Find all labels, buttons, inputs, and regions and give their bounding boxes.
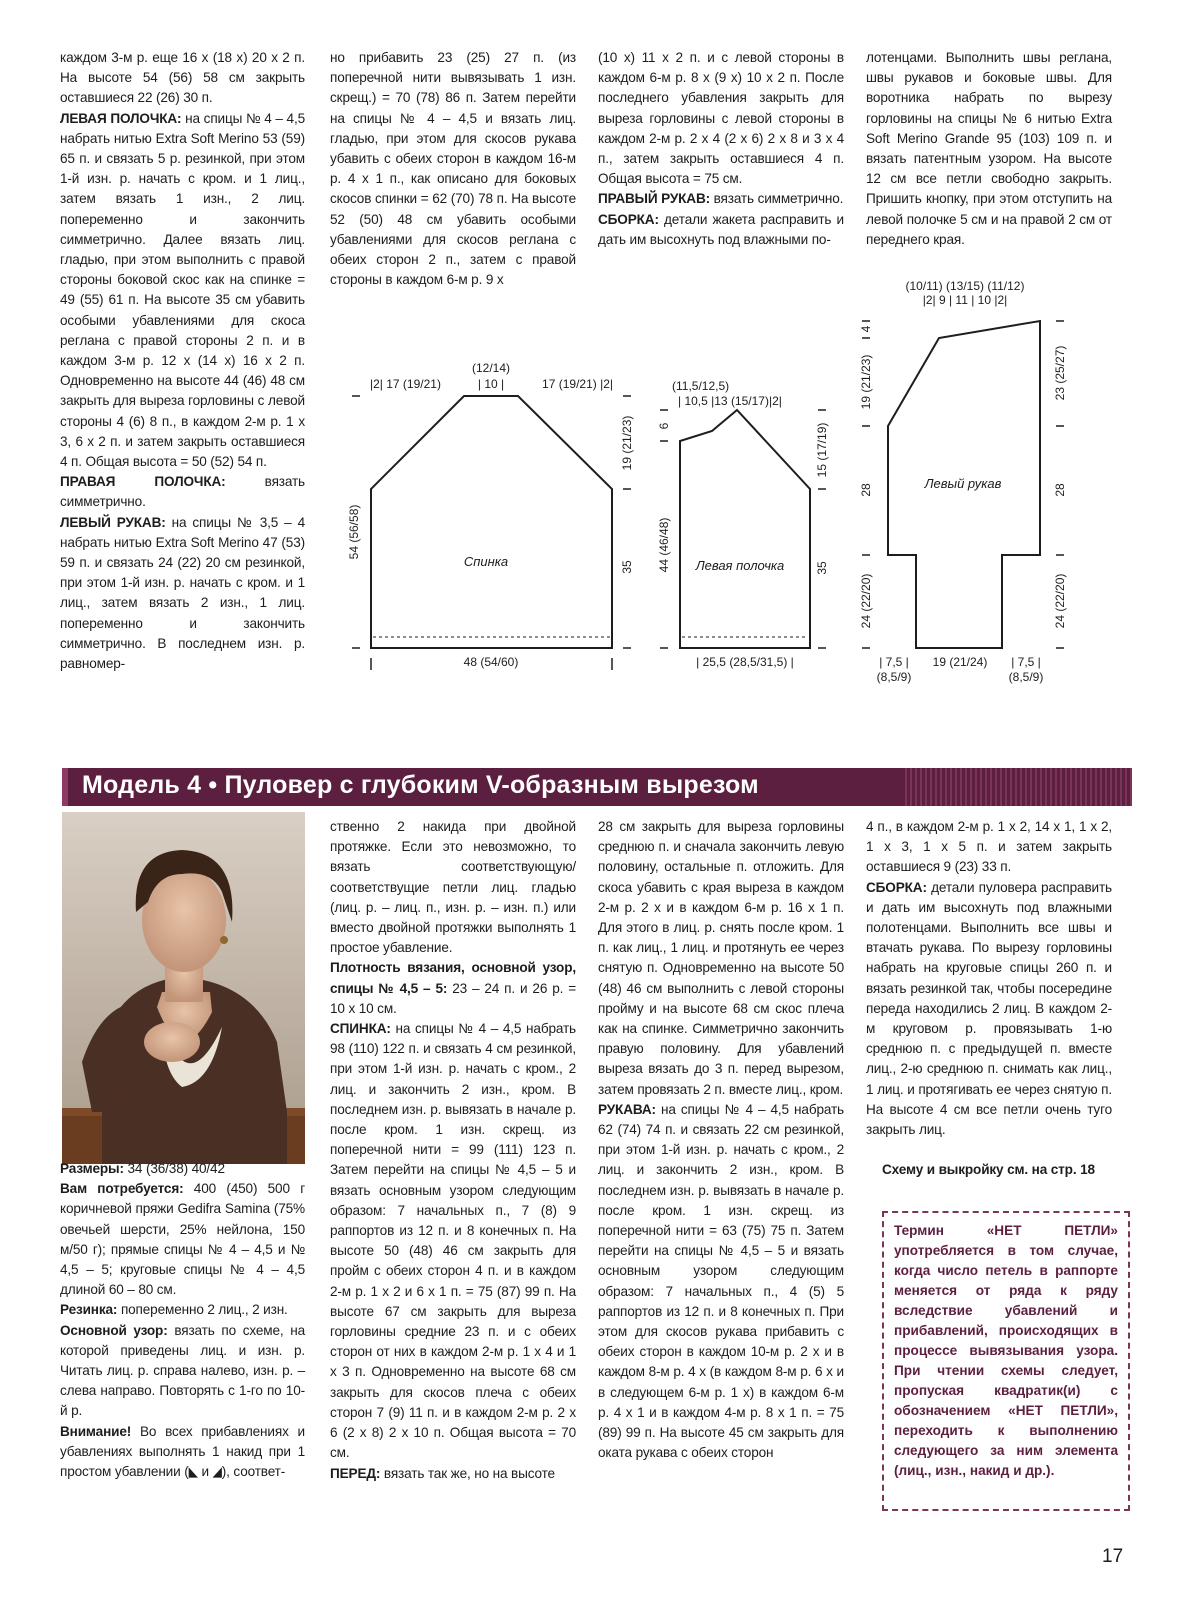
back-right-bottom: 35 (620, 560, 634, 574)
model-photo (62, 812, 305, 1164)
paragraph-text: но прибавить 23 (25) 27 п. (из поперечной нити вывязывать 1 изн. скрещ.) = 70 (78) 86 п. Затем перейти на спицы № 4 – 4,5 и вязать лиц. гладью, при этом для скосов рукава убавить с обеих сторон в каждом 16-м р. 4 х 1 п., как описано для боковых скосов спинки = 62 (70) 78 п. На высоте 52 (50) 48 см убавить особыми убавлениями для скосов реглана с обеих сторон 2 п., затем с правой стороны в каждом 6-м р. 9 х (330, 50, 576, 288)
section-heading: СБОРКА: (866, 879, 927, 895)
section-heading: СПИНКА: (330, 1021, 391, 1037)
section-heading: РУКАВА: (598, 1101, 656, 1117)
paragraph-text: детали жакета расправить и дать им высохнуть под влажными по- (598, 211, 844, 247)
pattern-diagrams (0, 0, 1187, 760)
back-piece-name: Спинка (463, 554, 509, 569)
paragraph-text: на спицы № 4 – 4,5 набрать нитью Extra Soft Merino 53 (59) 65 п. и связать 5 р. резинкой, при этом 1-й изн. р. начать с кром. и 1 лиц., затем вязать 1 изн., 2 лиц. попеременно и закончить симметрично. Далее вязать лиц. гладью, при этом выполнить с правой стороны боковой скос как на спинке = 49 (55) 61 п. На высоте 35 см убавить особыми убавлениями для скоса реглана с правой стороны 2 п. и в каждом 3-м р. 12 х (14 х) 16 х 2 п. Одновременно на высоте 44 (46) 48 см закрыть для выреза горловины с левой стороны 4 (6) 8 п., в каждом 2-м р. 1 х 3, 6 х 2 п. и затем закрыть оставшиеся 4 п. Общая высота = 50 (52) 54 п. (60, 110, 305, 470)
paragraph (598, 817, 844, 1100)
section-heading: Внимание! (60, 1423, 132, 1439)
paragraph (330, 1019, 576, 1463)
bottom-column-4 (866, 817, 1112, 1140)
sleeve-left-d: 24 (22/20) (859, 573, 873, 629)
front-left-total: 44 (46/48) (657, 517, 671, 573)
sleeve-right-a: 23 (25/27) (1053, 345, 1067, 401)
model-banner (62, 768, 1132, 806)
sleeve-bottom-right-b: (8,5/9) (1008, 670, 1044, 684)
term-box (882, 1211, 1130, 1511)
back-top-middle-a: (12/14) (471, 361, 511, 375)
section-heading: ПРАВЫЙ РУКАВ: (598, 191, 710, 207)
scheme-note: Схему и выкройку см. на стр. 18 (882, 1162, 1095, 1177)
paragraph-text: вязать по схеме, на которой приведены лиц. и изн. р. Читать лиц. р. справа налево, изн. р. – слева направо. Повторять с 1-го по 10-й р. (60, 1322, 305, 1419)
paragraph-text: (10 х) 11 х 2 п. и с левой стороны в каждом 6-м р. 8 х (9 х) 10 х 2 п. После последнего убавления закрыть для выреза горловины с левой стороны в каждом 2-м р. 2 х 4 (2 х 6) 2 х 8 и 3 х 4 п., затем закрыть оставшиеся 4 п. Общая высота = 75 см. (598, 50, 844, 187)
paragraph-text: 23 – 24 п. и 26 р. = 10 х 10 см. (330, 980, 576, 1016)
back-bottom-width: 48 (54/60) (463, 655, 519, 669)
front-piece-name: Левая полочка (695, 558, 785, 573)
term-box-text: Термин «НЕТ ПЕТЛИ» употребляется в том случае, когда число петель в раппорте меняется от ряда к ряду вследствие убавлений и прибавлений, происходящих в процессе вывязывания узора. При чтении схемы следует, пропуская квадратик(и) с обозначением «НЕТ ПЕТЛИ», переходить к выполнению следующего за ним элемента (лиц., изн., накид и др.). (894, 1223, 1118, 1478)
back-left-total: 54 (56/58) (347, 504, 361, 560)
paragraph-text: 34 (36/38) 40/42 (123, 1161, 225, 1176)
paragraph (60, 1300, 305, 1320)
front-right-bottom: 35 (815, 561, 829, 575)
sleeve-right-d: 24 (22/20) (1053, 573, 1067, 629)
back-top-middle-b: | 10 | (477, 377, 505, 391)
front-right-top: 15 (17/19) (815, 422, 829, 478)
paragraph-text: 400 (450) 500 г коричневой пряжи Gedifra Samina (75% овечьей шерсти, 25% нейлона, 150 м/50 г); прямые спицы № 4 – 4,5 и № 4,5 – 5; круговые спицы № 4 – 4,5 длиной 60 – 80 см. (60, 1181, 305, 1298)
back-top-right: 17 (19/21) |2| (542, 377, 613, 391)
paragraph-text: лотенцами. Выполнить швы реглана, швы рукавов и боковые швы. Для воротника набрать по вырезу горловины на спицы № 6 нитью Extra Soft Merino Grande 95 (103) 109 п. и вязать патентным узором. На высоте 12 см все петли свободно закрыть. Пришить кнопку, при этом отступить на левой полочке 5 см и на правой 2 см от переднего края. (866, 50, 1112, 247)
paragraph (60, 1179, 305, 1300)
paragraph (598, 1100, 844, 1464)
sleeve-left-a: 4 (859, 325, 873, 333)
sleeve-bottom-left-a: | 7,5 | (879, 655, 909, 669)
paragraph-text: детали пуловера расправить и дать им высохнуть под влажными полотенцами. Выполнить все швы и втачать рукава. По вырезу горловины набрать на круговые спицы 260 п. и вязать резинкой так, чтобы посередине переда находились 2 лиц. В каждом 2-м круговом р. провязывать 1-ю среднюю п. с предыдущей п. вместе лиц., 2-ю среднюю п. снимать как лиц., 1 лиц. и протягивать ее через снятую п. На высоте 4 см все петли очень туго закрыть лиц. (866, 879, 1112, 1138)
paragraph-text: каждом 3-м р. еще 16 х (18 х) 20 х 2 п. На высоте 54 (56) 58 см закрыть оставшиеся 22 (26) 30 п. (60, 50, 305, 106)
sleeve-top-b: |2| 9 | 11 | 10 |2| (922, 293, 1008, 307)
paragraph-text: ственно 2 накида при двойной протяжке. Если это невозможно, то вязать соответствующую/соответствущие петли лиц. гладью (лиц. р. – лиц. п., изн. р. – изн. п.) или вместо двойной протяжки выполнять 1 простое убавление. (330, 819, 576, 956)
bottom-column-3 (598, 817, 844, 1464)
bottom-column-1 (60, 1159, 305, 1482)
back-outline (371, 396, 612, 648)
section-heading: СБОРКА: (598, 211, 659, 227)
sleeve-bottom-right-a: | 7,5 | (1011, 655, 1041, 669)
paragraph (866, 817, 1112, 878)
paragraph-text: на спицы № 4 – 4,5 набрать 62 (74) 74 п. и связать 22 см резинкой, при этом 1-й изн. р. начать с кром., 2 лиц. и закончить 2 изн., кром. В последнем изн. р. вывязать в начале р. после кром. 1 изн. скрещ. из поперечной нити = 63 (75) 75 п. Затем перейти на спицы № 4,5 – 5 и вязать основным узором следующим образом: 7 начальных п., 4 (5) 5 раппортов из 12 п. и 8 конечных п. При этом для скосов рукава прибавить с обеих сторон в каждом 10-м р. 2 х и в каждом 8-м р. 4 х (в каждом 8-м р. 6 х и в следующем 6-м р. 1 х) в каждом 6-м р. 4 х 1 и в каждом 4-м р. 8 х 1 п. = 75 (89) 99 п. На высоте 45 см закрыть для оката рукава с обеих сторон (598, 1101, 844, 1461)
sleeve-left-b: 19 (21/23) (859, 354, 873, 410)
paragraph (330, 1464, 576, 1484)
paragraph-text: попеременно 2 лиц., 2 изн. (117, 1302, 288, 1318)
section-heading: Вам потребуется: (60, 1181, 184, 1197)
paragraph-text: вязать так же, но на высоте (380, 1465, 555, 1481)
front-left-top: 6 (657, 422, 671, 430)
back-top-left: |2| 17 (19/21) (370, 377, 441, 391)
paragraph-text: на спицы № 3,5 – 4 набрать нитью Extra Soft Merino 47 (53) 59 п. и связать 24 (22) 20 см резинкой, при этом 1-й изн. р. начать с кром. и 1 лиц., затем вязать 2 изн., 1 лиц. попеременно и закончить симметрично. В последнем изн. р. равномер- (60, 514, 305, 672)
section-heading: ЛЕВЫЙ РУКАВ: (60, 514, 166, 530)
model-photo-image (62, 812, 305, 1164)
section-heading: ПЕРЕД: (330, 1465, 381, 1481)
section-heading: ЛЕВАЯ ПОЛОЧКА: (60, 110, 182, 126)
front-bottom-width: | 25,5 (28,5/31,5) | (696, 655, 794, 669)
section-heading: Плотность вязания, основной узор, спицы № 4,5 – 5: (330, 960, 576, 996)
paragraph-text: 4 п., в каждом 2-м р. 1 х 2, 14 х 1, 1 х 2, 1 х 3, 1 х 5 п. и затем закрыть оставшиеся 9 (23) 33 п. (866, 819, 1112, 875)
section-heading: Резинка: (60, 1302, 118, 1318)
paragraph (330, 817, 576, 958)
section-heading: Размеры: (60, 1161, 124, 1176)
sleeve-right-c: 28 (1053, 483, 1067, 497)
paragraph (60, 1422, 305, 1483)
paragraph (60, 1159, 305, 1179)
left-front-outline (680, 410, 810, 648)
paragraph (866, 878, 1112, 1141)
sleeve-bottom-middle: 19 (21/24) (932, 655, 988, 669)
sleeve-piece-name: Левый рукав (924, 476, 1002, 491)
sleeve-top-a: (10/11) (13/15) (11/12) (905, 279, 1025, 293)
page-number: 17 (1102, 1546, 1124, 1567)
section-heading: Основной узор: (60, 1322, 168, 1338)
paragraph-text: 28 см закрыть для выреза горловины среднюю п. и сначала закончить левую половину, остальные п. отложить. Для скоса убавить с края выреза в каждом 2-м р. 2 х и в каждом 6-м р. 16 х 1 п. Для этого в лиц. р. снять после кром. 1 п. как лиц., 1 лиц. и протянуть ее через снятую п. Одновременно на высоте 50 (48) 46 см выполнить с левой стороны пройму и на высоте 68 см скос плеча как на спинке. Симметрично закончить правую половину. Для убавлений выреза вязать до 3 п. перед вырезом, затем провязать 2 п. вместе лиц., кром. (598, 819, 844, 1097)
section-heading: ПРАВАЯ ПОЛОЧКА: (60, 474, 226, 490)
back-right-top: 19 (21/23) (620, 415, 634, 471)
sleeve-bottom-left-b: (8,5/9) (876, 670, 912, 684)
paragraph-text: на спицы № 4 – 4,5 набрать 98 (110) 122 п. и связать 4 см резинкой, при этом 1-й изн. р. начать с кром., 2 лиц. и закончить 2 изн., кром. В последнем изн. р. вывязать в начале р. после кром. 1 изн. скрещ. из поперечной нити = 99 (111) 123 п. Затем перейти на спицы № 4,5 – 5 и вязать основным узором следующим образом: 7 начальных п., 7 (8) 9 раппортов из 12 п. и 8 конечных п. На высоте 50 (48) 46 см закрыть для пройм с обеих сторон 4 п. и в каждом 2-м р. 1 х 2 и 6 х 1 п. = 75 (87) 99 п. На высоте 67 см закрыть для выреза горловины средние 23 п. и с обеих сторон от них в каждом 2-м р. 1 х 4 и 1 х 3 п. Одновременно на высоте 68 см закрыть для скосов плеча с обеих сторон 7 (9) 11 п. и в каждом 2-м р. 2 х 6 (2 х 8) 2 х 10 п. Общая высота = 70 см. (330, 1021, 576, 1461)
model-title: Модель 4 • Пуловер с глубоким V-образным вырезом (82, 771, 759, 799)
bottom-column-2 (330, 817, 576, 1484)
sleeve-left-c: 28 (859, 483, 873, 497)
paragraph-text: Во всех прибавлениях и убавлениях выполнять 1 накид при 1 простом убавлении (◣ и ◢), соответ- (60, 1423, 305, 1480)
front-top-a: (11,5/12,5) (672, 379, 730, 393)
paragraph (60, 1321, 305, 1422)
paragraph-text: вязать симметрично. (709, 191, 844, 207)
paragraph-text: вязать симметрично. (60, 474, 305, 510)
front-top-b: | 10,5 |13 (15/17)|2| (678, 394, 782, 408)
banner-stripes (902, 768, 1132, 806)
paragraph (330, 958, 576, 1019)
